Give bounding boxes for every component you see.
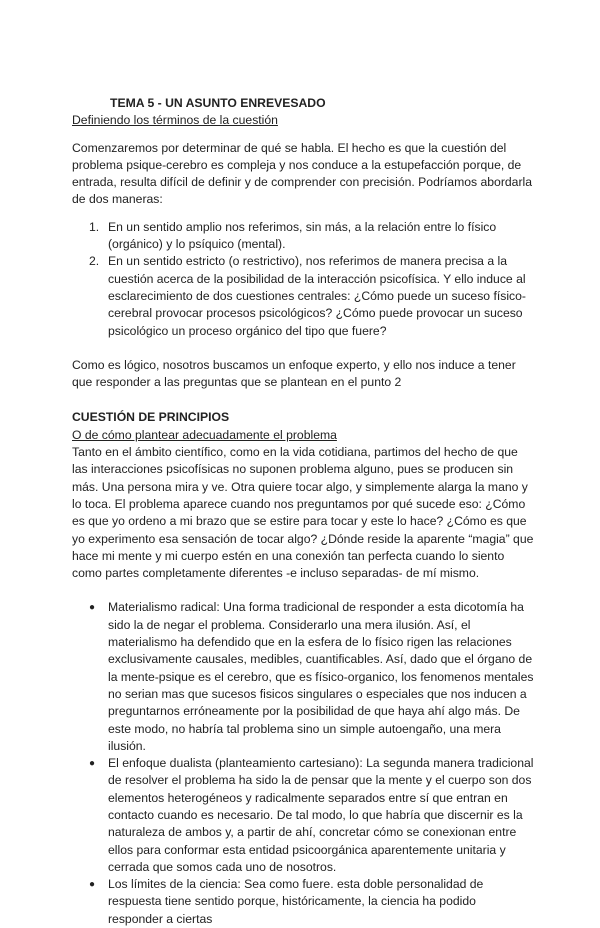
list-item-text: En un sentido amplio nos referimos, sin más, a la relación entre lo físico (orgánico) y lo psíquico (mental). (108, 219, 497, 252)
section-heading: CUESTIÓN DE PRINCIPIOS (72, 410, 230, 425)
ways-list (72, 219, 534, 340)
conclusion-paragraph: Como es lógico, nosotros buscamos un enfoque experto, y ello nos induce a tener que responder a las preguntas que se plantean en el punto 2 (72, 357, 516, 390)
list-item (72, 876, 534, 928)
list-item (72, 253, 534, 339)
list-item (72, 599, 534, 755)
section-body: Tanto en el ámbito científico, como en la vida cotidiana, partimos del hecho de que las interacciones psicofísicas no suponen problema alguno, pues se producen sin más. Una persona mira y ve. Otra quiere tocar algo, y simplemente alarga la mano y lo toca. El problema aparece cuando nos preguntamos por qué sucede eso: ¿Cómo es que yo ordeno a mi brazo que se estire para tocar y este lo hace? ¿Cómo es que yo experimento esa sensación de tocar algo? ¿Dónde reside la aparente “magia” que hace mi mente y mi cuerpo estén en una conexión tan perfecta cuando lo siento como partes completamente diferentes -e incluso separadas- de mí mismo. (72, 445, 534, 581)
list-number: 2. (89, 254, 100, 269)
list-item-text: El enfoque dualista (planteamiento cartesiano): La segunda manera tradicional de resolver el problema ha sido la de pensar que la mente y el cuerpo son dos elementos heterogéneos y radicalmente separados entre sí que entran en contacto cuando es necesario. De tal modo, lo que habría que discernir es la naturaleza de ambos y, a partir de ahí, concretar cómo se conexionan entre ellos para conformar esta entidad psicoorgánica aparentemente unitaria y cerrada que somos cada uno de nosotros. (108, 756, 534, 874)
section-subheading: O de cómo plantear adecuadamente el problema (72, 427, 337, 442)
document-content (72, 95, 534, 928)
list-item-text: Los límites de la ciencia: Sea como fuere. esta doble personalidad de respuesta tiene sentido porque, históricamente, la ciencia ha podido responder a ciertas (108, 877, 484, 926)
list-item (72, 219, 534, 254)
list-item-text: Materialismo radical: Una forma tradicional de responder a esta dicotomía ha sido la de negar el problema. Considerarlo una mera ilusión. Así, el materialismo ha defendido que en la esfera de lo físico rigen las relaciones exclusivamente causales, medibles, cuantificables. Así, dado que el órgano de la mente-psique es el cerebro, que es físico-organico, los fenomenos mentales no serian mas que sucesos fisicos singulares o especiales que nos inducen a preguntarnos erróneamente por la posibilidad de que haya ahí algo más. De este modo, no habría tal problema sino un simple autoengaño, una mera ilusión. (108, 600, 534, 753)
list-number: 1. (89, 219, 100, 234)
list-item (72, 755, 534, 876)
intro-paragraph: Comenzaremos por determinar de qué se habla. El hecho es que la cuestión del problema psique-cerebro es compleja y nos conduce a la estupefacción porque, de entrada, resulta difícil de definir y de comprender con precisión. Podríamos abordarla de dos maneras: (72, 140, 532, 207)
bullet-icon: ● (89, 602, 96, 614)
bullet-icon: ● (89, 879, 96, 891)
list-item-text: En un sentido estricto (o restrictivo), nos referimos de manera precisa a la cuestión acerca de la posibilidad de la interacción psicofísica. Y ello induce al esclarecimiento de dos cuestiones centrales: ¿Cómo puede un suceso físico-cerebral provocar procesos psicológicos? ¿Cómo puede provocar un suceso psicológico un proceso orgánico del tipo que fuere? (108, 254, 526, 338)
document-title: TEMA 5 - UN ASUNTO ENREVESADO (110, 96, 326, 110)
document-subtitle: Definiendo los términos de la cuestión (72, 113, 278, 128)
bullet-list (72, 599, 534, 928)
bullet-icon: ● (89, 758, 96, 770)
